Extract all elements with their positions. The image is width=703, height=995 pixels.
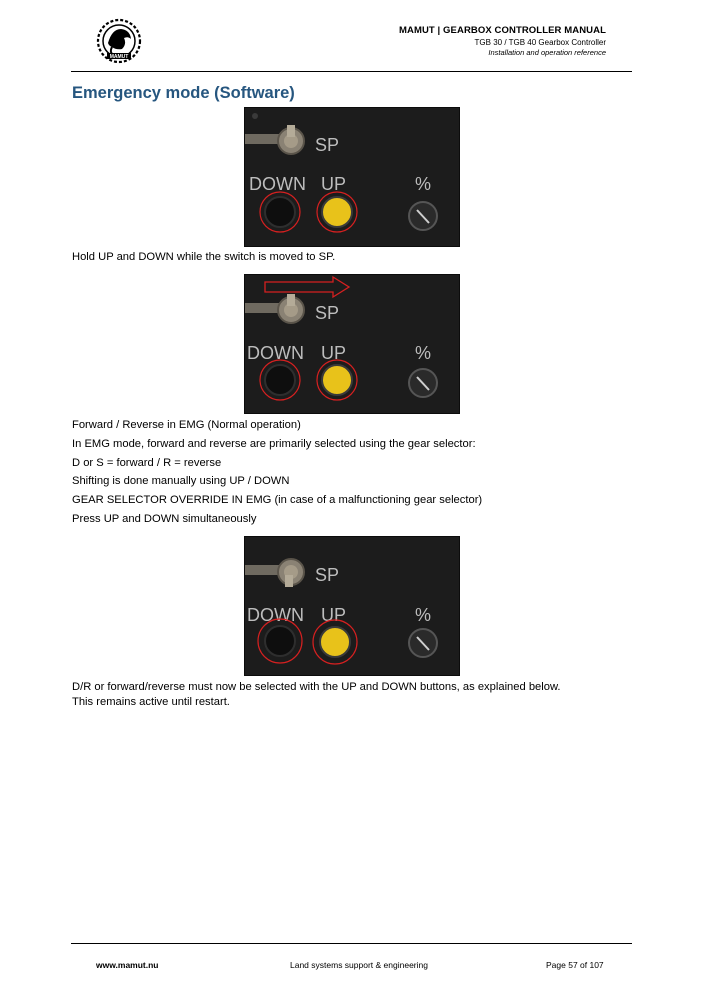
sp-label: SP: [315, 565, 340, 585]
up-label: UP: [321, 343, 347, 363]
down-button-icon: [265, 197, 295, 227]
down-label: DOWN: [247, 343, 304, 363]
logo-text: MAMUT: [109, 54, 129, 60]
panel-photo-override: [244, 536, 460, 676]
down-label: DOWN: [247, 605, 304, 625]
sp-label: SP: [315, 303, 340, 323]
section-title: Emergency mode (Software): [72, 84, 295, 102]
company-logo: [94, 17, 144, 65]
up-button-icon: [322, 365, 352, 395]
header-divider: [71, 71, 632, 72]
step-instruction: Hold UP and DOWN while the switch is moved to SP.: [72, 251, 336, 263]
down-button-icon: [265, 365, 295, 395]
up-button-icon: [320, 627, 350, 657]
footer-tagline: Land systems support & engineering: [290, 960, 428, 970]
paragraph-line: D or S = forward / R = reverse: [72, 457, 222, 469]
sp-label: SP: [315, 135, 340, 155]
percent-label: %: [415, 174, 432, 194]
footer-divider: [71, 943, 632, 944]
paragraph-line: Forward / Reverse in EMG (Normal operation): [72, 419, 301, 431]
down-label: DOWN: [249, 174, 306, 194]
up-button-icon: [322, 197, 352, 227]
paragraph-line: This remains active until restart.: [72, 696, 230, 708]
down-button-icon: [265, 626, 295, 656]
percent-label: %: [415, 343, 432, 363]
footer-website-link[interactable]: www.mamut.nu: [96, 960, 159, 970]
paragraph-line: Shifting is done manually using UP / DOWN: [72, 475, 290, 487]
page-header: [399, 25, 606, 57]
header-subtitle: TGB 30 / TGB 40 Gearbox Controller: [474, 38, 606, 47]
paragraph-line: Press UP and DOWN simultaneously: [72, 513, 257, 525]
percent-label: %: [415, 605, 432, 625]
up-label: UP: [321, 605, 347, 625]
up-label: UP: [321, 174, 347, 194]
paragraph-line: D/R or forward/reverse must now be selected with the UP and DOWN buttons, as explained below.: [72, 681, 561, 693]
header-reference: Installation and operation reference: [488, 48, 606, 57]
paragraph-line: GEAR SELECTOR OVERRIDE IN EMG (in case of a malfunctioning gear selector): [72, 494, 483, 506]
page-number: Page 57 of 107: [546, 960, 604, 970]
paragraph-line: In EMG mode, forward and reverse are primarily selected using the gear selector:: [72, 438, 476, 450]
panel-photo-switch-moving: [244, 274, 460, 414]
panel-photo-switch-off: [244, 107, 460, 247]
header-title: MAMUT | GEARBOX CONTROLLER MANUAL: [398, 25, 606, 36]
